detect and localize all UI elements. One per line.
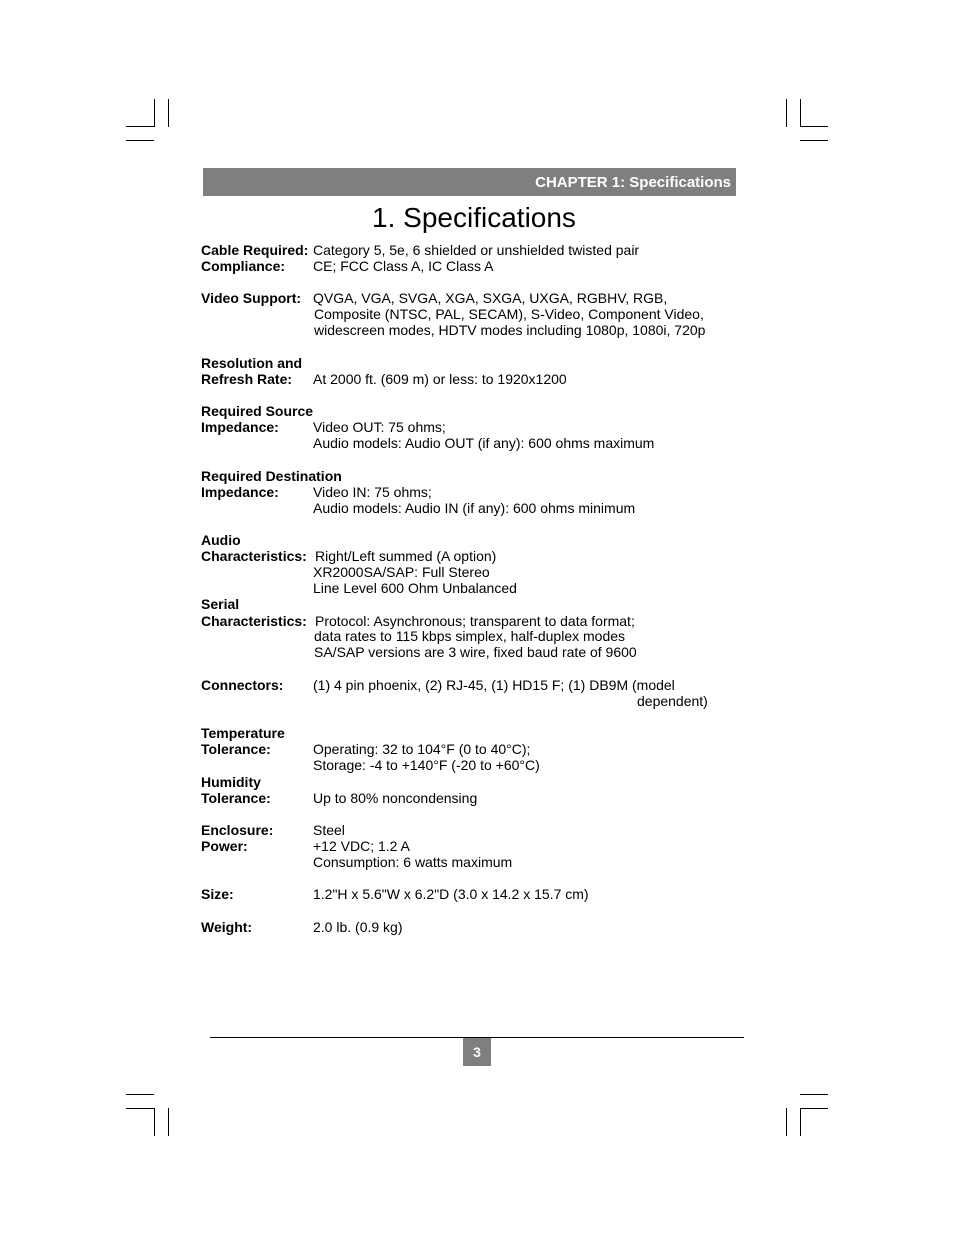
temperature-line: Storage: -4 to +140°F (-20 to +60°C) <box>313 757 540 773</box>
source-impedance-label: Required Source <box>201 403 314 419</box>
power-line: Consumption: 6 watts maximum <box>313 854 513 870</box>
video-line: Composite (NTSC, PAL, SECAM), S-Video, Component Video, <box>314 306 704 322</box>
crop-mark <box>786 99 787 127</box>
destination-impedance-line: Video IN: 75 ohms; <box>313 484 432 500</box>
resolution-label: Resolution and <box>201 355 303 371</box>
temperature-label: Tolerance: <box>201 741 271 757</box>
crop-mark <box>800 1108 828 1109</box>
serial-label: Serial <box>201 596 240 612</box>
crop-mark <box>126 1094 154 1095</box>
humidity-value: Up to 80% noncondensing <box>313 790 478 806</box>
connectors-line: (1) 4 pin phoenix, (2) RJ-45, (1) HD15 F; (1) DB9M (model <box>313 677 675 693</box>
cable-label: Cable Required: <box>201 242 309 258</box>
serial-label: Characteristics: <box>201 613 307 629</box>
size-value: 1.2"H x 5.6"W x 6.2"D (3.0 x 14.2 x 15.7 cm) <box>313 886 589 902</box>
compliance-value: CE; FCC Class A, IC Class A <box>313 258 494 274</box>
crop-mark <box>800 126 828 127</box>
connectors-label: Connectors: <box>201 677 284 693</box>
destination-impedance-label: Required Destination <box>201 468 342 484</box>
power-line: +12 VDC; 1.2 A <box>313 838 410 854</box>
crop-mark <box>800 140 828 141</box>
crop-mark <box>126 140 154 141</box>
resolution-label: Refresh Rate: <box>201 371 293 387</box>
size-label: Size: <box>201 886 234 902</box>
crop-mark <box>786 1108 787 1136</box>
crop-mark <box>126 126 154 127</box>
page-number-text: 3 <box>473 1044 481 1060</box>
serial-line: Protocol: Asynchronous; transparent to data format; <box>315 613 635 629</box>
video-line: widescreen modes, HDTV modes including 1080p, 1080i, 720p <box>314 322 706 338</box>
serial-line: SA/SAP versions are 3 wire, fixed baud rate of 9600 <box>314 644 637 660</box>
video-line: QVGA, VGA, SVGA, XGA, SXGA, UXGA, RGBHV, RGB, <box>313 290 668 306</box>
humidity-label: Tolerance: <box>201 790 271 806</box>
connectors-line: dependent) <box>637 693 708 709</box>
enclosure-value: Steel <box>313 822 345 838</box>
source-impedance-line: Audio models: Audio OUT (if any): 600 ohms maximum <box>313 435 655 451</box>
chapter-header <box>203 168 736 196</box>
weight-label: Weight: <box>201 919 253 935</box>
power-label: Power: <box>201 838 248 854</box>
crop-mark <box>168 99 169 127</box>
destination-impedance-line: Audio models: Audio IN (if any): 600 ohms minimum <box>313 500 636 516</box>
crop-mark <box>800 1094 828 1095</box>
source-impedance-line: Video OUT: 75 ohms; <box>313 419 446 435</box>
compliance-label: Compliance: <box>201 258 286 274</box>
serial-line: data rates to 115 kbps simplex, half-duplex modes <box>314 628 626 644</box>
crop-mark <box>168 1108 169 1136</box>
page-title: 1. Specifications <box>372 202 576 233</box>
crop-mark <box>800 99 801 127</box>
crop-mark <box>126 1108 154 1109</box>
audio-label: Audio <box>201 532 241 548</box>
crop-mark <box>154 99 155 127</box>
page-number <box>463 1038 491 1066</box>
cable-value: Category 5, 5e, 6 shielded or unshielded twisted pair <box>313 242 640 258</box>
chapter-label: CHAPTER 1: Specifications <box>535 173 731 191</box>
source-impedance-label: Impedance: <box>201 419 279 435</box>
audio-line: XR2000SA/SAP: Full Stereo <box>313 564 490 580</box>
enclosure-label: Enclosure: <box>201 822 274 838</box>
weight-value: 2.0 lb. (0.9 kg) <box>313 919 403 935</box>
resolution-value: At 2000 ft. (609 m) or less: to 1920x1200 <box>313 371 567 387</box>
audio-line: Right/Left summed (A option) <box>315 548 497 564</box>
temperature-label: Temperature <box>201 725 285 741</box>
destination-impedance-label: Impedance: <box>201 484 279 500</box>
audio-label: Characteristics: <box>201 548 307 564</box>
crop-mark <box>800 1108 801 1136</box>
audio-line: Line Level 600 Ohm Unbalanced <box>313 580 517 596</box>
humidity-label: Humidity <box>201 774 261 790</box>
temperature-line: Operating: 32 to 104°F (0 to 40°C); <box>313 741 531 757</box>
crop-mark <box>154 1108 155 1136</box>
video-label: Video Support: <box>201 290 302 306</box>
